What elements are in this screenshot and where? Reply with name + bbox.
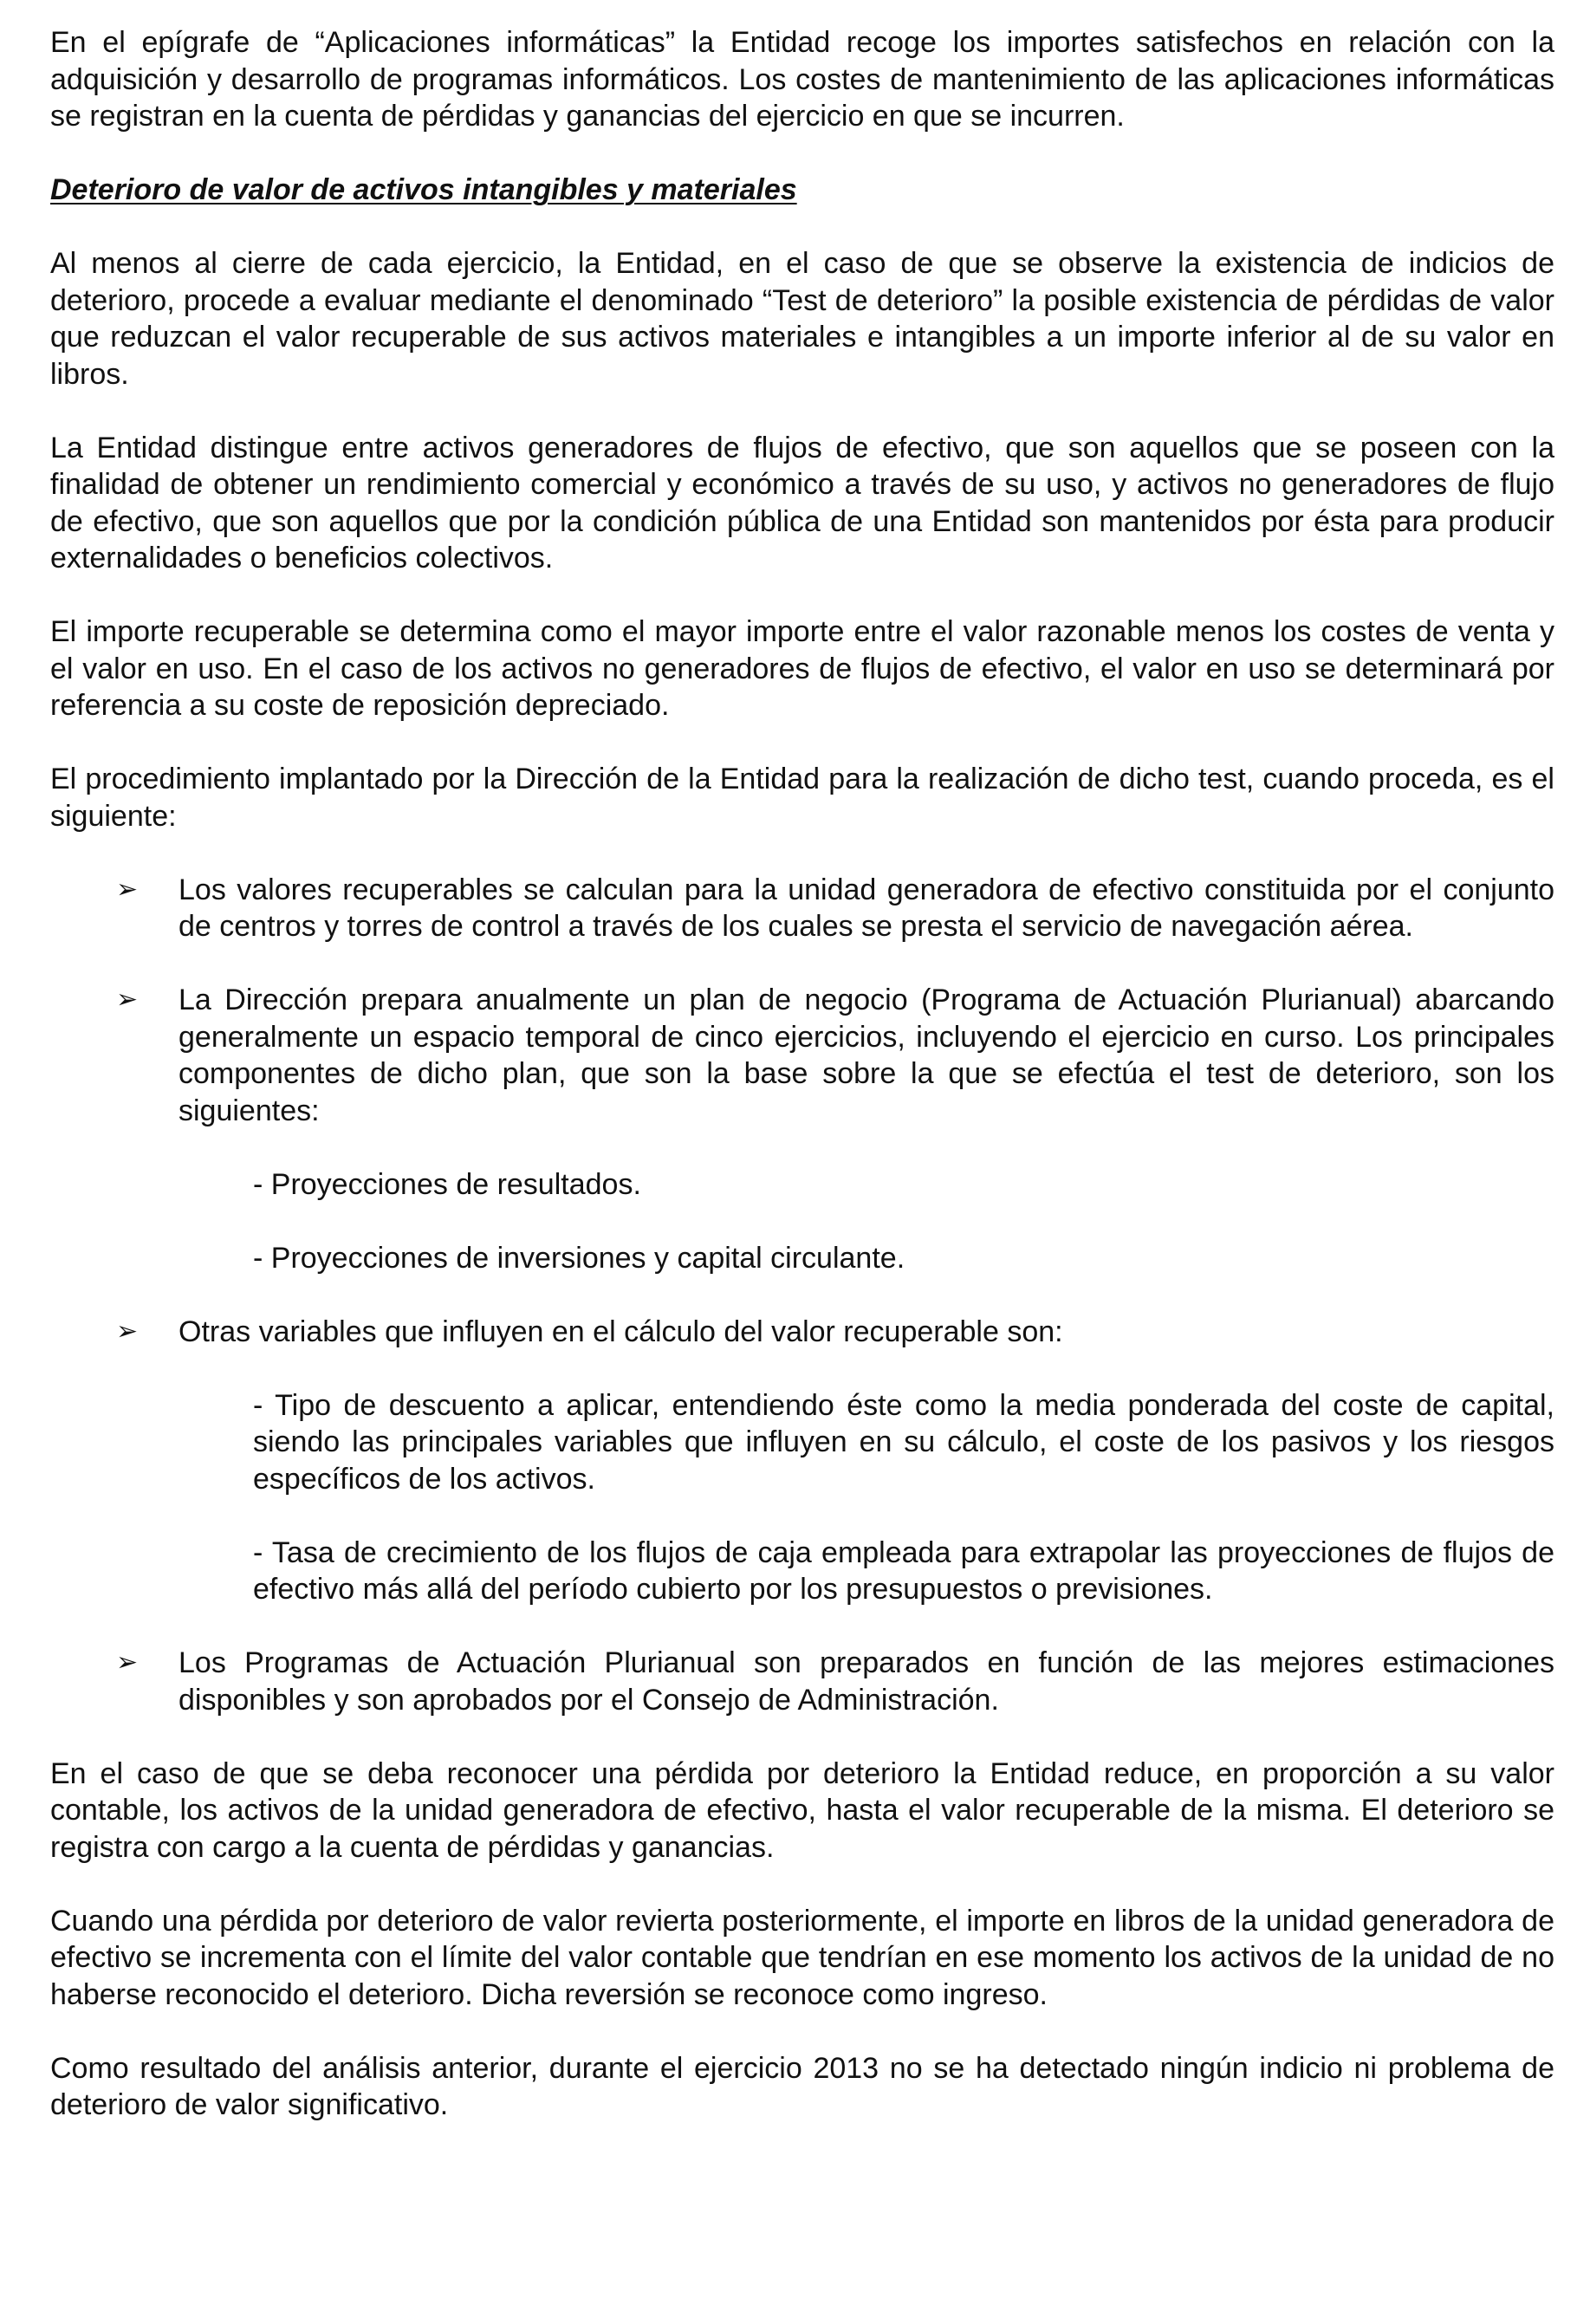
bullet-item <box>50 1314 1554 1351</box>
paragraph-perdida-deterioro: En el caso de que se deba reconocer una pérdida por deterioro la Entidad reduce, en proporción a su valor contable, los activos de la unidad generadora de efectivo, hasta el valor recuperable de la misma. El deterioro se registra con cargo a la cuenta de pérdidas y ganancias. <box>50 1756 1554 1864</box>
arrow-bullet-icon: ➢ <box>116 984 139 1015</box>
arrow-bullet-icon: ➢ <box>116 1315 139 1347</box>
arrow-bullet-icon: ➢ <box>116 1647 139 1678</box>
paragraph-conclusion: Como resultado del análisis anterior, durante el ejercicio 2013 no se ha detectado ningún indicio ni problema de deterioro de valor significativo. <box>50 2051 1554 2121</box>
bullet-item <box>50 982 1554 1129</box>
section-heading: Deterioro de valor de activos intangibles y materiales <box>50 173 797 206</box>
paragraph-cierre-ejercicio: Al menos al cierre de cada ejercicio, la Entidad, en el caso de que se observe la existencia de indicios de deterioro, procede a evaluar mediante el denominado “Test de deterioro” la posible existencia de pérdidas de valor que reduzcan el valor recuperable de sus activos materiales e intangibles a un importe inferior al de su valor en libros. <box>50 247 1554 391</box>
sub-item: - Tasa de crecimiento de los flujos de caja empleada para extrapolar las proyecciones de flujos de efectivo más allá del período cubierto por los presupuestos o previsiones. <box>253 1535 1554 1606</box>
bullet-text: Los valores recuperables se calculan para la unidad generadora de efectivo constituida por el conjunto de centros y torres de control a través de los cuales se presta el servicio de navegación aérea. <box>178 873 1554 943</box>
paragraph-importe-recuperable: El importe recuperable se determina como el mayor importe entre el valor razonable menos los costes de venta y el valor en uso. En el caso de los activos no generadores de flujos de efectivo, el valor en uso se determinará por referencia a su coste de reposición depreciado. <box>50 615 1554 722</box>
arrow-bullet-icon: ➢ <box>116 873 139 905</box>
paragraph-reversion: Cuando una pérdida por deterioro de valor revierta posteriormente, el importe en libros de la unidad generadora de efectivo se incrementa con el límite del valor contable que tendrían en ese momento los activos de la unidad de no haberse reconocido el deterioro. Dicha reversión se reconoce como ingreso. <box>50 1904 1554 2011</box>
paragraph-aplicaciones-informaticas: En el epígrafe de “Aplicaciones informáticas” la Entidad recoge los importes satisfechos en relación con la adquisición y desarrollo de programas informáticos. Los costes de mantenimiento de las aplicaciones informáticas se registran en la cuenta de pérdidas y ganancias del ejercicio en que se incurren. <box>50 26 1554 133</box>
document-page <box>50 24 1554 2160</box>
sub-item: - Tipo de descuento a aplicar, entendiendo éste como la media ponderada del coste de capital, siendo las principales variables que influyen en su cálculo, el coste de los pasivos y los riesgos específicos de los activos. <box>253 1388 1554 1496</box>
bullet-text: La Dirección prepara anualmente un plan de negocio (Programa de Actuación Plurianual) abarcando generalmente un espacio temporal de cinco ejercicios, incluyendo el ejercicio en curso. Los principales componentes de dicho plan, que son la base sobre la que se efectúa el test de deterioro, son los siguientes: <box>178 983 1554 1127</box>
sub-item: - Proyecciones de resultados. <box>253 1167 641 1201</box>
bullet-text: Otras variables que influyen en el cálculo del valor recuperable son: <box>178 1315 1063 1348</box>
sub-item: - Proyecciones de inversiones y capital circulante. <box>253 1241 905 1275</box>
bullet-item <box>50 872 1554 945</box>
paragraph-procedimiento: El procedimiento implantado por la Dirección de la Entidad para la realización de dicho test, cuando proceda, es el siguiente: <box>50 763 1554 833</box>
paragraph-activos-generadores: La Entidad distingue entre activos generadores de flujos de efectivo, que son aquellos que se poseen con la finalidad de obtener un rendimiento comercial y económico a través de su uso, y activos no generadores de flujo de efectivo, que son aquellos que por la condición pública de una Entidad son mantenidos por ésta para producir externalidades o beneficios colectivos. <box>50 431 1554 575</box>
bullet-item <box>50 1645 1554 1718</box>
bullet-text: Los Programas de Actuación Plurianual son preparados en función de las mejores estimaciones disponibles y son aprobados por el Consejo de Administración. <box>178 1646 1554 1717</box>
